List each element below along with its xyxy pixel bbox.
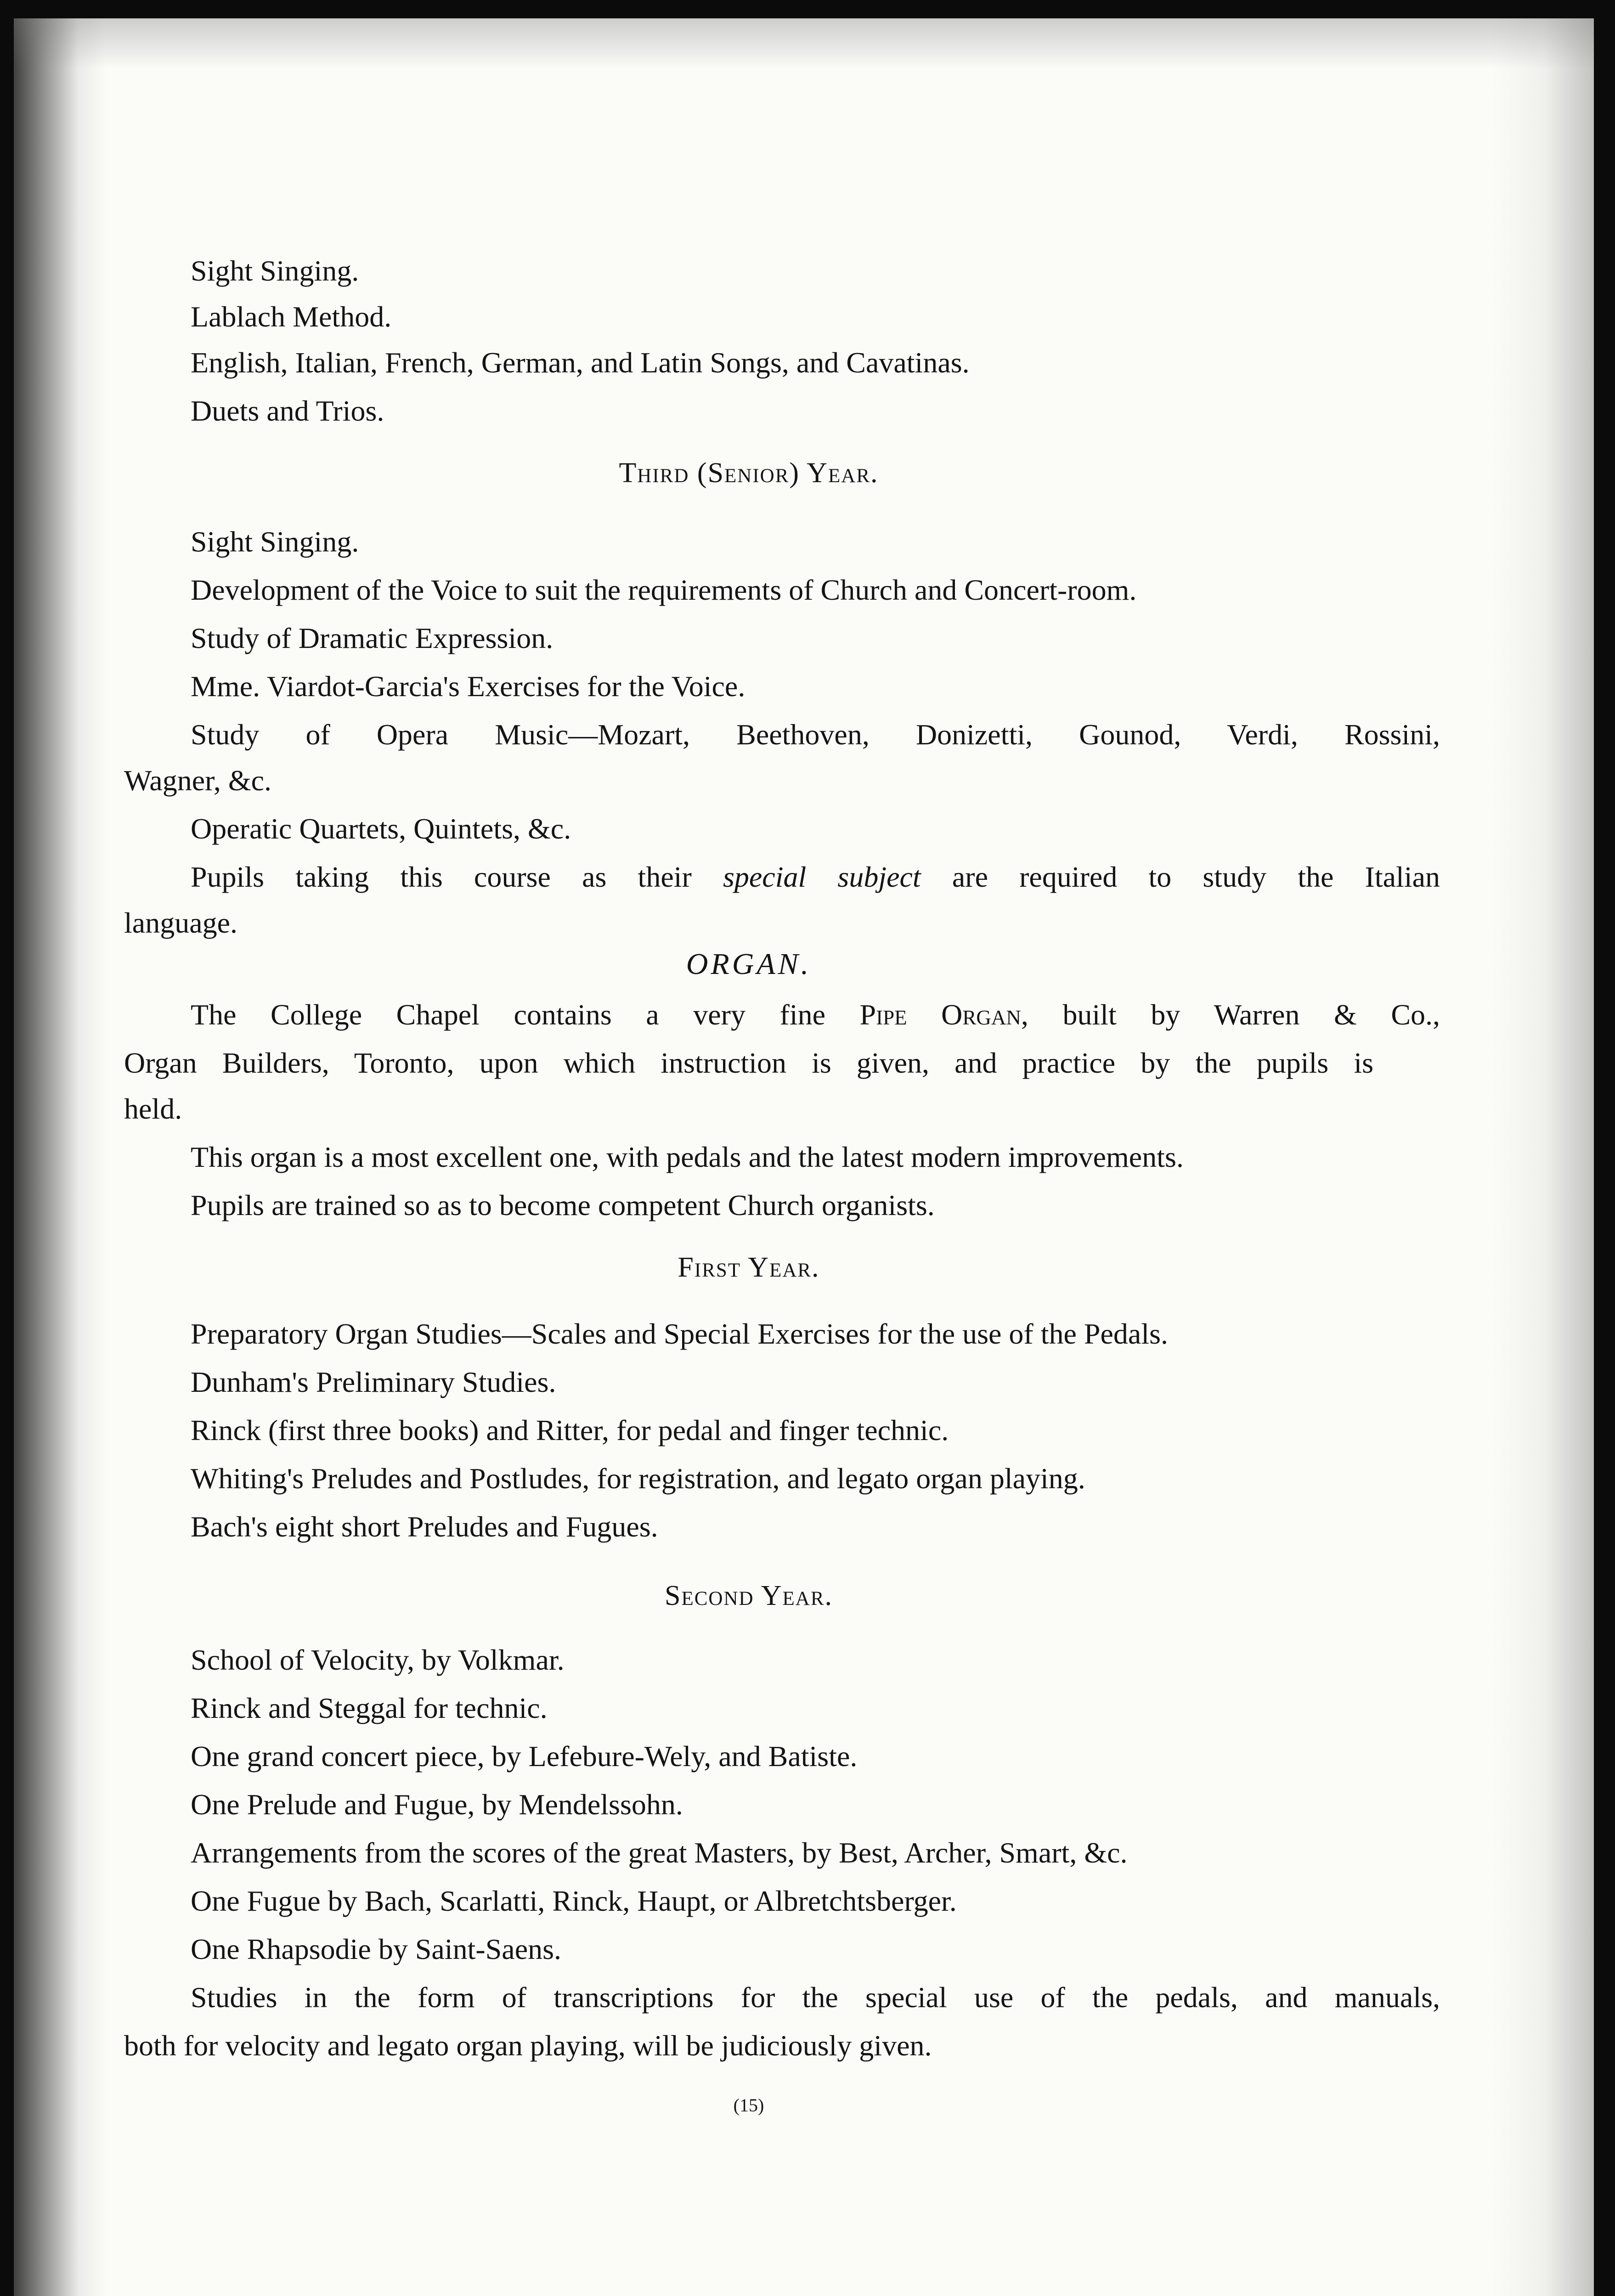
- organ-paragraph: Pupils are trained so as to become competent Church organists.: [191, 1189, 935, 1221]
- page-edge-right: [1493, 18, 1594, 2296]
- section-title-organ: ORGAN.: [686, 947, 812, 981]
- organ-text: The College Chapel contains a very fine: [191, 998, 860, 1031]
- organ-paragraph: This organ is a most excellent one, with pedals and the latest modern improvements.: [191, 1141, 1184, 1173]
- studies-paragraph-continued: both for velocity and legato organ playing, will be judiciously given.: [124, 2029, 932, 2062]
- organ-paragraph: [124, 992, 1440, 1038]
- opera-line-continued: Wagner, &c.: [124, 764, 272, 797]
- list-item: One Prelude and Fugue, by Mendelssohn.: [191, 1788, 683, 1821]
- list-item: One grand concert piece, by Lefebure-Wely, and Batiste.: [191, 1740, 858, 1773]
- binding-shadow: [14, 18, 106, 2296]
- heading-first-year: First Year.: [678, 1252, 820, 1283]
- heading-third-year: Third (Senior) Year.: [619, 457, 879, 489]
- page-edge-top: [14, 18, 1594, 69]
- list-item: Study of Dramatic Expression.: [191, 622, 553, 654]
- heading-second-year: Second Year.: [664, 1580, 833, 1611]
- organ-paragraph-line: Organ Builders, Toronto, upon which instruction is given, and practice by the pupils is: [124, 1047, 1373, 1079]
- organ-paragraph-line: held.: [124, 1092, 182, 1125]
- list-item: Bach's eight short Preludes and Fugues.: [191, 1510, 658, 1543]
- list-item: One Rhapsodie by Saint-Saens.: [191, 1933, 561, 1965]
- page-number: (15): [733, 2095, 764, 2116]
- list-item: Sight Singing.: [191, 254, 359, 287]
- list-item: Arrangements from the scores of the great Masters, by Best, Archer, Smart, &c.: [191, 1836, 1128, 1869]
- list-item: Duets and Trios.: [191, 394, 384, 427]
- list-item: Mme. Viardot-Garcia's Exercises for the Voice.: [191, 670, 745, 703]
- pupils-text: are required to study the Italian: [920, 861, 1440, 893]
- list-item: Whiting's Preludes and Postludes, for registration, and legato organ playing.: [191, 1462, 1085, 1495]
- list-item: Rinck and Steggal for technic.: [191, 1692, 548, 1724]
- opera-line: Study of Opera Music—Mozart, Beethoven, Donizetti, Gounod, Verdi, Rossini,: [191, 718, 1440, 751]
- list-item: Preparatory Organ Studies—Scales and Special Exercises for the use of the Pedals.: [191, 1317, 1168, 1350]
- list-item: Dunham's Preliminary Studies.: [191, 1366, 556, 1398]
- pupils-text: Pupils taking this course as their: [191, 861, 723, 893]
- list-item: One Fugue by Bach, Scarlatti, Rinck, Haupt, or Albretchtsberger.: [191, 1885, 957, 1917]
- list-item: School of Velocity, by Volkmar.: [191, 1643, 565, 1676]
- special-subject-emphasis: special subject: [723, 861, 921, 893]
- scanned-page: [14, 18, 1594, 2296]
- pupils-paragraph: [124, 854, 1440, 900]
- list-item: Rinck (first three books) and Ritter, for pedal and finger technic.: [191, 1414, 949, 1446]
- list-item: Operatic Quartets, Quintets, &c.: [191, 812, 571, 845]
- pupils-paragraph-continued: language.: [124, 906, 237, 939]
- pipe-organ-smallcaps: Pipe Organ: [859, 998, 1021, 1031]
- studies-paragraph: Studies in the form of transcriptions for the special use of the pedals, and manuals,: [191, 1981, 1440, 2014]
- organ-text: , built by Warren & Co.,: [1021, 998, 1440, 1031]
- list-item: Development of the Voice to suit the requirements of Church and Concert-room.: [191, 574, 1137, 606]
- list-item: Sight Singing.: [191, 525, 359, 558]
- list-item: Lablach Method.: [191, 300, 392, 333]
- list-item: English, Italian, French, German, and Latin Songs, and Cavatinas.: [191, 346, 970, 379]
